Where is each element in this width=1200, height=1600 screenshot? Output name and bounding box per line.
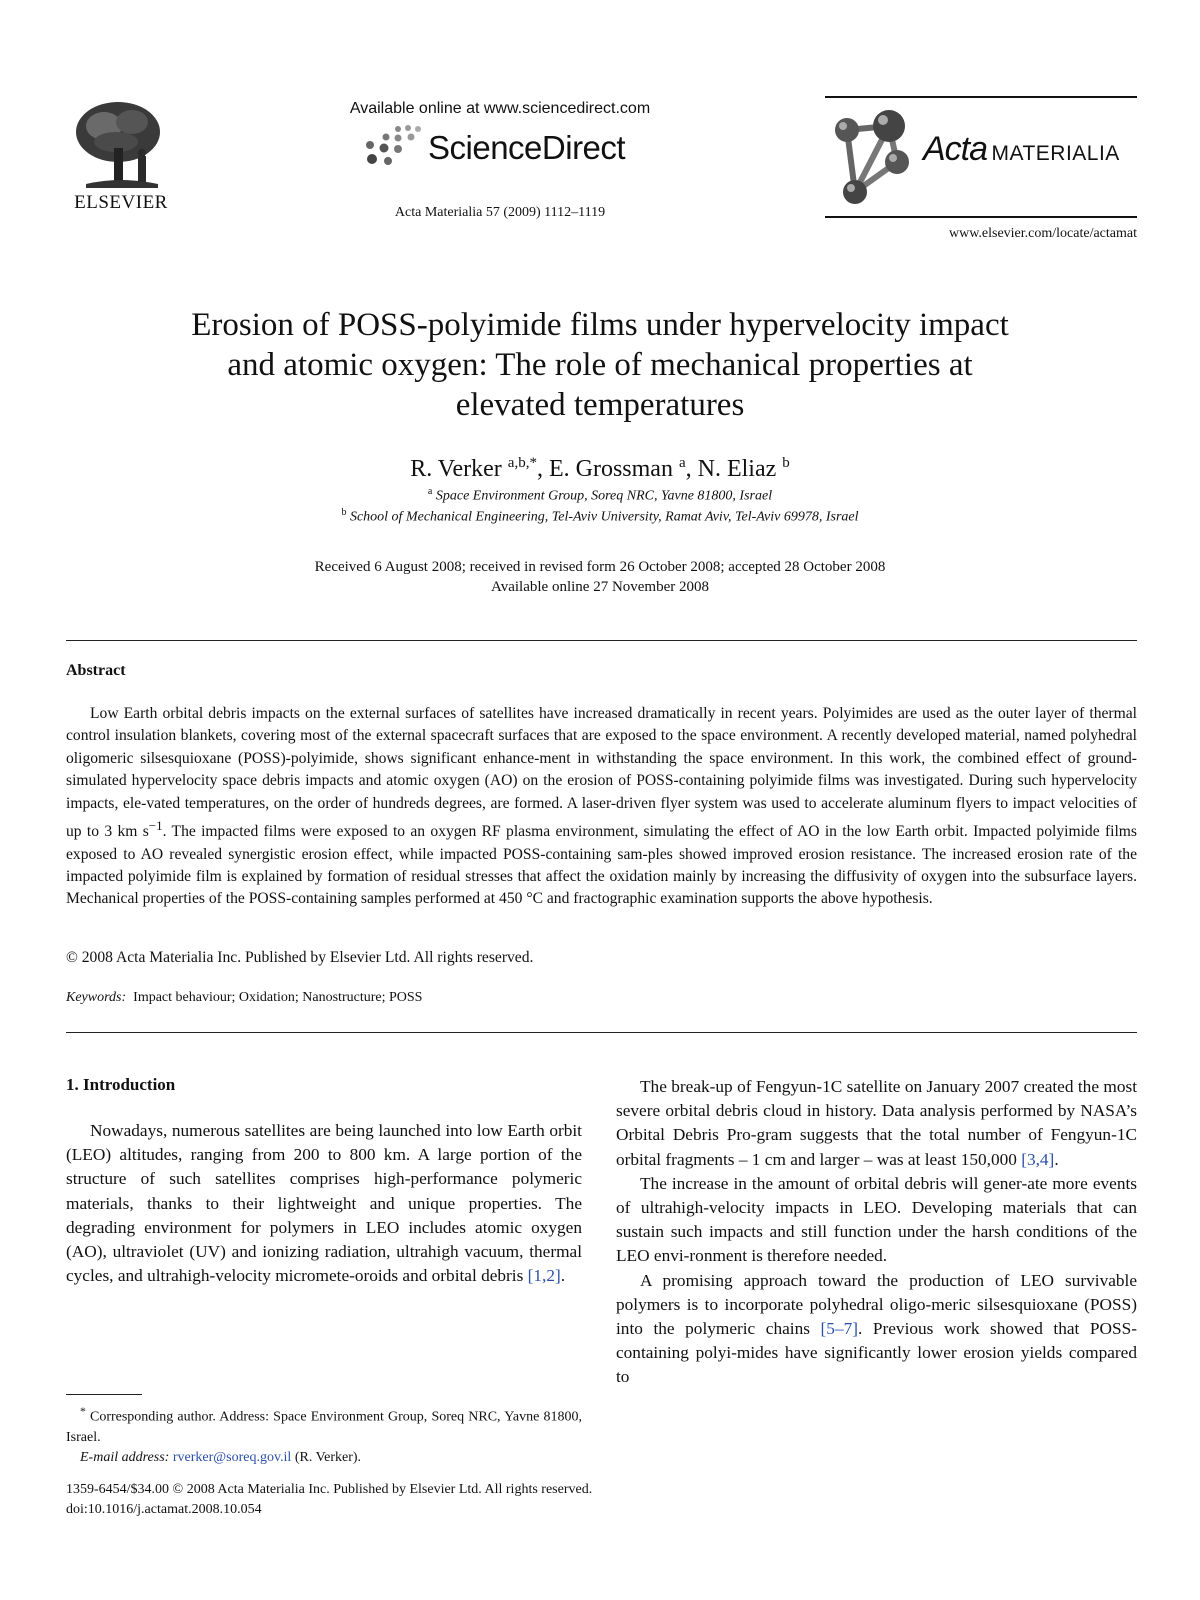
paragraph: The increase in the amount of orbital debris will gener-ate more events of ultrahigh-velocity impacts in LEO. Developing materials that can sustain such impacts and still function under the harsh conditions of the LEO envi-ronment is therefore needed.: [616, 1173, 1137, 1266]
author-affil-mark[interactable]: b: [782, 455, 790, 471]
article-title: [90, 305, 1110, 425]
author-name[interactable]: E. Grossman: [548, 456, 673, 482]
paragraph: The break-up of Fengyun-1C satellite on January 2007 created the most severe orbital debris cloud in history. Data analysis performed by NASA’s Orbital Debris Pro-gram suggests that the total number of Fengyun-1C orbital fragments – 1 cm and larger – was at least 150,000 [3,4].: [616, 1077, 1137, 1169]
citation-link[interactable]: [5–7]: [820, 1319, 858, 1339]
abstract-body: Low Earth orbital debris impacts on the external surfaces of satellites have increased dramatically in recent years. Polyimides are used as the outer layer of thermal control insulation blankets, covering most of the external spacecraft surfaces that are exposed to the space environment. A recently developed material, named polyhedral oligomeric silsesquioxane (POSS)-polyimide, shows significant enhance-ment in withstanding the space environment. In this work, the combined effect of ground-simulated hypervelocity space debris impacts and atomic oxygen (AO) on the erosion of POSS-containing polyimide films was investigated. During such hypervelocity impacts, ele-vated temperatures, on the order of hundreds degrees, are formed. A laser-driven flyer system was used to accelerate aluminum flyers to impact velocities of up to 3 km $s^{-1}$. The impacted films were exposed to an oxygen RF plasma environment, simulating the effect of AO in the low Earth orbit. Impacted polyimide films exposed to AO revealed synergistic erosion effect, while impacted POSS-containing sam-ples showed improved erosion resistance. The increased erosion rate of the impacted polyimide film is explained by formation of residual stresses that affect the oxidation mainly by increasing the diffusivity of oxygen into the subsurface layers. Mechanical properties of the POSS-containing samples performed at 450 °C and fractographic examination supports the above hypothesis.: [66, 705, 1138, 908]
keywords-label: Keywords:: [66, 990, 127, 1005]
available-online[interactable]: Available online at www.sciencedirect.com: [349, 100, 651, 117]
affiliation: $^a$ Space Environment Group, Soreq NRC, Yavne 81800, Israel: [427, 486, 773, 504]
paragraph: Nowadays, numerous satellites are being launched into low Earth orbit (LEO) altitudes, ranging from 200 to 800 km. A large portion of the structure of such satellites comprises high-performance polymeric materials, thanks to their lightweight and unique properties. The degrading environment for polymers in LEO includes atomic oxygen (AO), ultraviolet (UV) and ionizing radiation, ultrahigh vacuum, thermal cycles, and ultrahigh-velocity micromete-oroids and orbital debris [1,2].: [66, 1121, 582, 1286]
acta-wordmark: Acta MATERIALIA: [923, 130, 1120, 168]
received-dates: Received 6 August 2008; received in revised form 26 October 2008; accepted 28 October 2008: [314, 559, 886, 575]
citation-link[interactable]: [3,4]: [1021, 1149, 1055, 1169]
sciencedirect-logo[interactable]: [358, 125, 678, 175]
author-affil-mark[interactable]: a: [678, 455, 686, 471]
journal-reference: Acta Materialia 57 (2009) 1112–1119: [394, 205, 606, 220]
keywords-list: Impact behaviour; Oxidation; Nanostructure; POSS: [133, 990, 423, 1005]
issn-line: 1359-6454/$34.00 © 2008 Acta Materialia Inc. Published by Elsevier Ltd. All rights reserved.: [66, 1482, 593, 1497]
divider: [66, 1032, 1137, 1033]
journal-url[interactable]: www.elsevier.com/locate/actamat: [948, 226, 1137, 241]
right-column: [616, 1075, 1137, 1390]
citation-link[interactable]: [1,2]: [527, 1266, 561, 1286]
title-line: Erosion of POSS-polyimide films under hypervelocity impact: [191, 307, 1009, 343]
affiliation: $^b$ School of Mechanical Engineering, Tel-Aviv University, Ramat Aviv, Tel-Aviv 69978, Israel: [341, 507, 859, 525]
paragraph: A promising approach toward the production of LEO survivable polymers is to incorporate polyhedral oligo-meric silsesquioxane (POSS) into the polymeric chains [5–7]. Previous work showed that POSS-containing polyi-mides have significantly lower erosion yields compared to: [616, 1270, 1137, 1387]
sciencedirect-wordmark: ScienceDirect: [428, 129, 626, 166]
email-link[interactable]: rverker@soreq.gov.il: [172, 1449, 292, 1465]
author-affil-mark[interactable]: a,b,*: [507, 455, 537, 471]
section-heading: 1. Introduction: [66, 1075, 176, 1094]
author-list: R. Verker $^{a,b,*}$, E. Grossman $^a$, N. Eliaz $^b$: [410, 455, 790, 482]
doi-line[interactable]: doi:10.1016/j.actamat.2008.10.054: [66, 1502, 262, 1517]
molecule-icon: [827, 106, 919, 206]
title-line: and atomic oxygen: The role of mechanical properties at: [227, 347, 973, 383]
available-date: Available online 27 November 2008: [491, 579, 709, 595]
sciencedirect-dots-icon: [358, 125, 426, 171]
abstract-copyright: © 2008 Acta Materialia Inc. Published by Elsevier Ltd. All rights reserved.: [66, 949, 534, 966]
page-footer: [66, 1480, 592, 1520]
elsevier-tree-icon: [66, 98, 176, 190]
keywords: [66, 990, 1137, 1006]
acta-materialia-logo: [825, 96, 1137, 218]
elsevier-logo: [66, 98, 176, 214]
abstract-heading: Abstract: [66, 662, 126, 679]
title-line: elevated temperatures: [455, 387, 745, 423]
left-column: [66, 1075, 582, 1288]
footnote-divider: [66, 1394, 142, 1395]
divider: [66, 640, 1137, 641]
footnote: * Corresponding author. Address: Space Environment Group, Soreq NRC, Yavne 81800, Israel. E-mail address: rverker@soreq.gov.il (R. Verker).: [66, 1405, 582, 1465]
author-name[interactable]: N. Eliaz: [697, 456, 777, 482]
author-name[interactable]: R. Verker: [410, 456, 502, 482]
publisher-name: ELSEVIER: [74, 192, 168, 213]
